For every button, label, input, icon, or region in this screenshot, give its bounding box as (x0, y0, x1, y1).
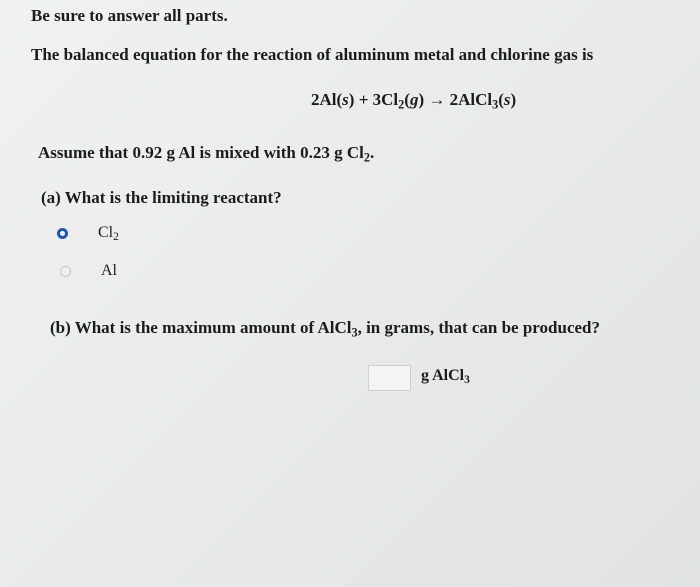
radio-selected-icon[interactable] (57, 228, 68, 239)
question-text: , in grams, that can be produced? (357, 318, 601, 337)
given-text: Assume that 0.92 g Al is mixed with 0.23 g Cl (38, 143, 364, 162)
instruction-text: Be sure to answer all parts. (31, 6, 228, 25)
option-label (98, 224, 119, 242)
subscript: 3 (351, 325, 358, 340)
equation-part: ) + 3Cl (348, 90, 399, 109)
option-text: Cl (98, 224, 114, 241)
subscript: 2 (398, 97, 405, 112)
equation-part: ( (404, 90, 410, 109)
equation-part: ) (510, 90, 517, 109)
subscript: 3 (464, 374, 470, 387)
given-statement (38, 143, 374, 163)
subscript: 2 (113, 231, 119, 244)
option-cl2[interactable] (57, 224, 119, 242)
unit-text: g AlCl (421, 367, 465, 384)
option-label: Al (101, 262, 117, 279)
equation-part: 2Al( (311, 90, 343, 109)
subscript: 3 (492, 97, 499, 112)
equation-part: ( (498, 90, 504, 109)
question-text: (b) What is the maximum amount of AlCl (50, 318, 352, 337)
state-solid: s (503, 90, 511, 109)
subscript: 2 (363, 150, 370, 165)
answer-input[interactable] (368, 365, 411, 391)
option-al[interactable] (60, 262, 117, 280)
radio-unselected-icon[interactable] (60, 266, 71, 277)
state-solid: s (342, 90, 349, 109)
problem-intro: The balanced equation for the reaction of aluminum metal and chlorine gas is (31, 45, 594, 64)
equation-part: ) → 2AlCl (418, 90, 493, 109)
chemical-equation (311, 90, 516, 110)
answer-unit (421, 367, 470, 385)
part-a-question: (a) What is the limiting reactant? (41, 188, 282, 207)
part-b-question (50, 318, 600, 338)
state-gas: g (409, 90, 419, 109)
given-end: . (369, 143, 375, 162)
